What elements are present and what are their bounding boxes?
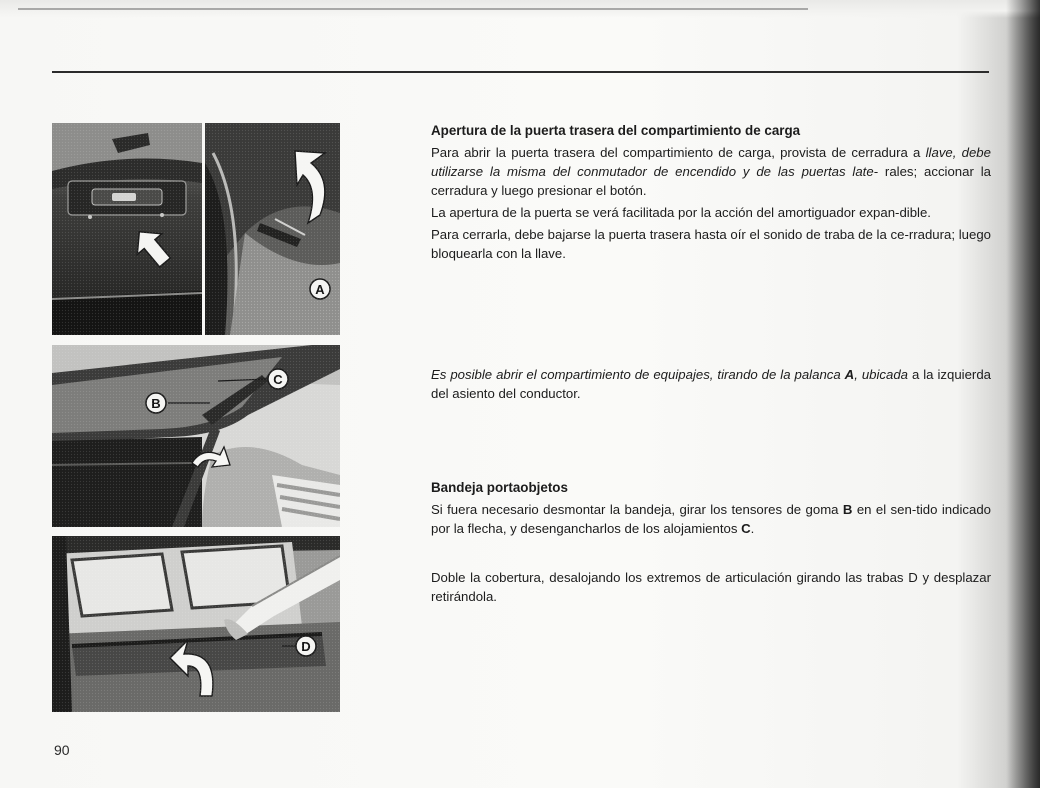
tray-text-start: Si fuera necesario desmontar la bandeja, girar los tensores de goma xyxy=(431,502,843,517)
paragraph-opening-1 xyxy=(431,143,991,200)
header-rule xyxy=(52,71,989,73)
section-tray xyxy=(431,478,991,541)
paragraph-lever xyxy=(431,365,991,403)
photo-cover-latch-d xyxy=(52,536,340,712)
tray-text-mid: en el sen-tido indicado por la flecha, y desengancharlos de los alojamientos xyxy=(431,502,991,536)
paragraph-cover: Doble la cobertura, desalojando los extremos de articulación girando las trabas D y desplazar retirándola. xyxy=(431,570,991,604)
heading-opening: Apertura de la puerta trasera del compartimiento de carga xyxy=(431,123,801,138)
page-number: 90 xyxy=(54,742,70,758)
lever-italic-end: , ubicada xyxy=(854,367,909,382)
lever-line-2: a la izquierda del asiento del conductor. xyxy=(431,367,991,401)
photo-lever-a xyxy=(205,123,340,335)
lever-letter-a: A xyxy=(844,367,855,382)
paragraph-tray xyxy=(431,500,991,538)
photo-tensioners-b-c xyxy=(52,345,340,527)
tray-letter-b: B xyxy=(842,502,853,517)
opening-p1-end: rales; accionar la cerradura y luego presionar el botón. xyxy=(431,164,991,198)
section-lever-a xyxy=(431,365,991,406)
lever-italic-start: Es posible abrir el compartimiento de equipajes, tirando de la palanca xyxy=(431,367,845,382)
section-cover xyxy=(431,568,991,609)
scan-edge-line xyxy=(18,8,808,10)
binding-shadow xyxy=(1006,0,1040,788)
section-opening-rear-door xyxy=(431,121,991,266)
opening-p1-normal: Para abrir la puerta trasera del compartimiento de carga, provista de cerradura a xyxy=(431,145,926,160)
paragraph-opening-3: Para cerrarla, debe bajarse la puerta trasera hasta oír el sonido de traba de la ce-rradura; luego bloquearla con la llave. xyxy=(431,227,991,261)
heading-tray: Bandeja portaobjetos xyxy=(431,480,568,495)
paragraph-opening-2: La apertura de la puerta se verá facilitada por la acción del amortiguador expan-dible. xyxy=(431,205,931,220)
photo-trunk-lock xyxy=(52,123,202,335)
tray-text-end: . xyxy=(750,521,755,536)
opening-p1-italic: llave, debe utilizarse la misma del conmutador de encendido y de las puertas late- xyxy=(431,145,991,179)
tray-letter-c: C xyxy=(741,521,751,536)
scan-top-edge xyxy=(0,0,1040,18)
